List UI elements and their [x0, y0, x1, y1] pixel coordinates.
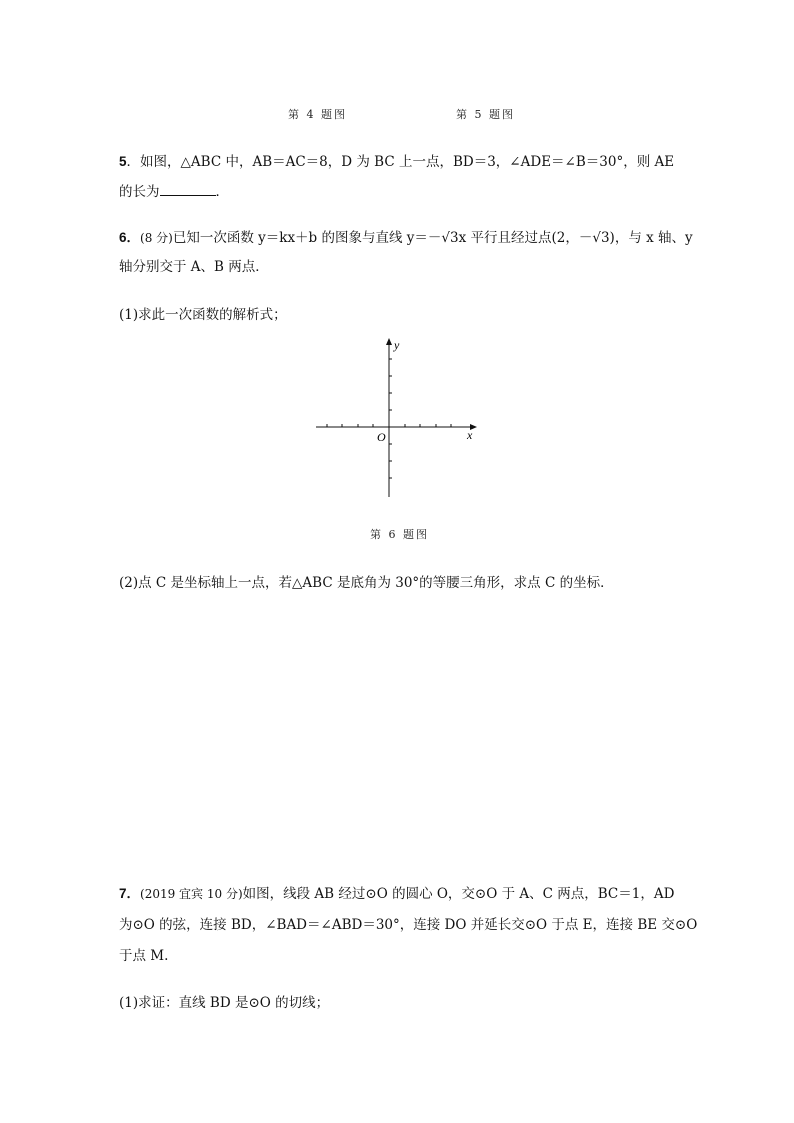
- question-6-line-2: 轴分别交于 A、B 两点．: [119, 259, 269, 275]
- coordinate-axes-figure: [310, 335, 485, 505]
- question-6-points: (8 分): [140, 231, 173, 245]
- question-7-line-3: 于点 M.: [119, 948, 169, 964]
- question-6-number: 6: [119, 230, 127, 245]
- origin-label: O: [377, 430, 386, 444]
- question-7-number: 7: [119, 886, 127, 901]
- question-7-line-2: 为⊙O 的弦，连接 BD，∠BAD＝∠ABD＝30°，连接 DO 并延长交⊙O 于点 E，连接 BE 交⊙O: [119, 917, 698, 933]
- figure-4-caption: 第 4 题图: [288, 108, 347, 121]
- question-6-line-1: 6．(8 分)已知一次函数 y＝kx＋b 的图象与直线 y＝－√3x 平行且经过点(2，－√3)，与 x 轴、y: [119, 230, 693, 246]
- question-5-line-1: [119, 150, 674, 170]
- question-7-text-1: 如图，线段 AB 经过⊙O 的圆心 O，交⊙O 于 A、C 两点，BC＝1，AD: [242, 886, 675, 902]
- question-7-source: (2019 宜宾 10 分): [140, 887, 243, 901]
- question-7-part-1: (1)求证：直线 BD 是⊙O 的切线；: [119, 995, 330, 1011]
- question-5-text: ．如图，△ABC 中，AB＝AC＝8，D 为 BC 上一点，BD＝3，∠ADE＝∠B＝30°，则 AE: [126, 154, 675, 170]
- figure-5-caption: 第 5 题图: [456, 108, 515, 121]
- y-axis-arrow: [386, 338, 392, 345]
- question-5-answer-suffix: ．: [215, 184, 229, 200]
- y-axis-label: y: [394, 338, 400, 352]
- answer-blank[interactable]: [160, 184, 216, 196]
- question-5-line-2: [119, 180, 229, 200]
- question-5-answer-prefix: 的长为: [119, 184, 160, 200]
- question-6-part-1: (1)求此一次函数的解析式；: [119, 307, 287, 323]
- question-6-text: 已知一次函数 y＝kx＋b 的图象与直线 y＝－√3x 平行且经过点(2，－√3)，与 x 轴、y: [172, 230, 693, 246]
- question-7-line-1: 7．(2019 宜宾 10 分)如图，线段 AB 经过⊙O 的圆心 O，交⊙O 于 A、C 两点，BC＝1，AD: [119, 886, 675, 902]
- question-6-part-2: (2)点 C 是坐标轴上一点，若△ABC 是底角为 30°的等腰三角形，求点 C 的坐标．: [119, 575, 614, 591]
- figure-6-caption: 第 6 题图: [370, 528, 429, 541]
- question-5-number: 5: [119, 154, 127, 169]
- x-axis-label: x: [467, 428, 473, 442]
